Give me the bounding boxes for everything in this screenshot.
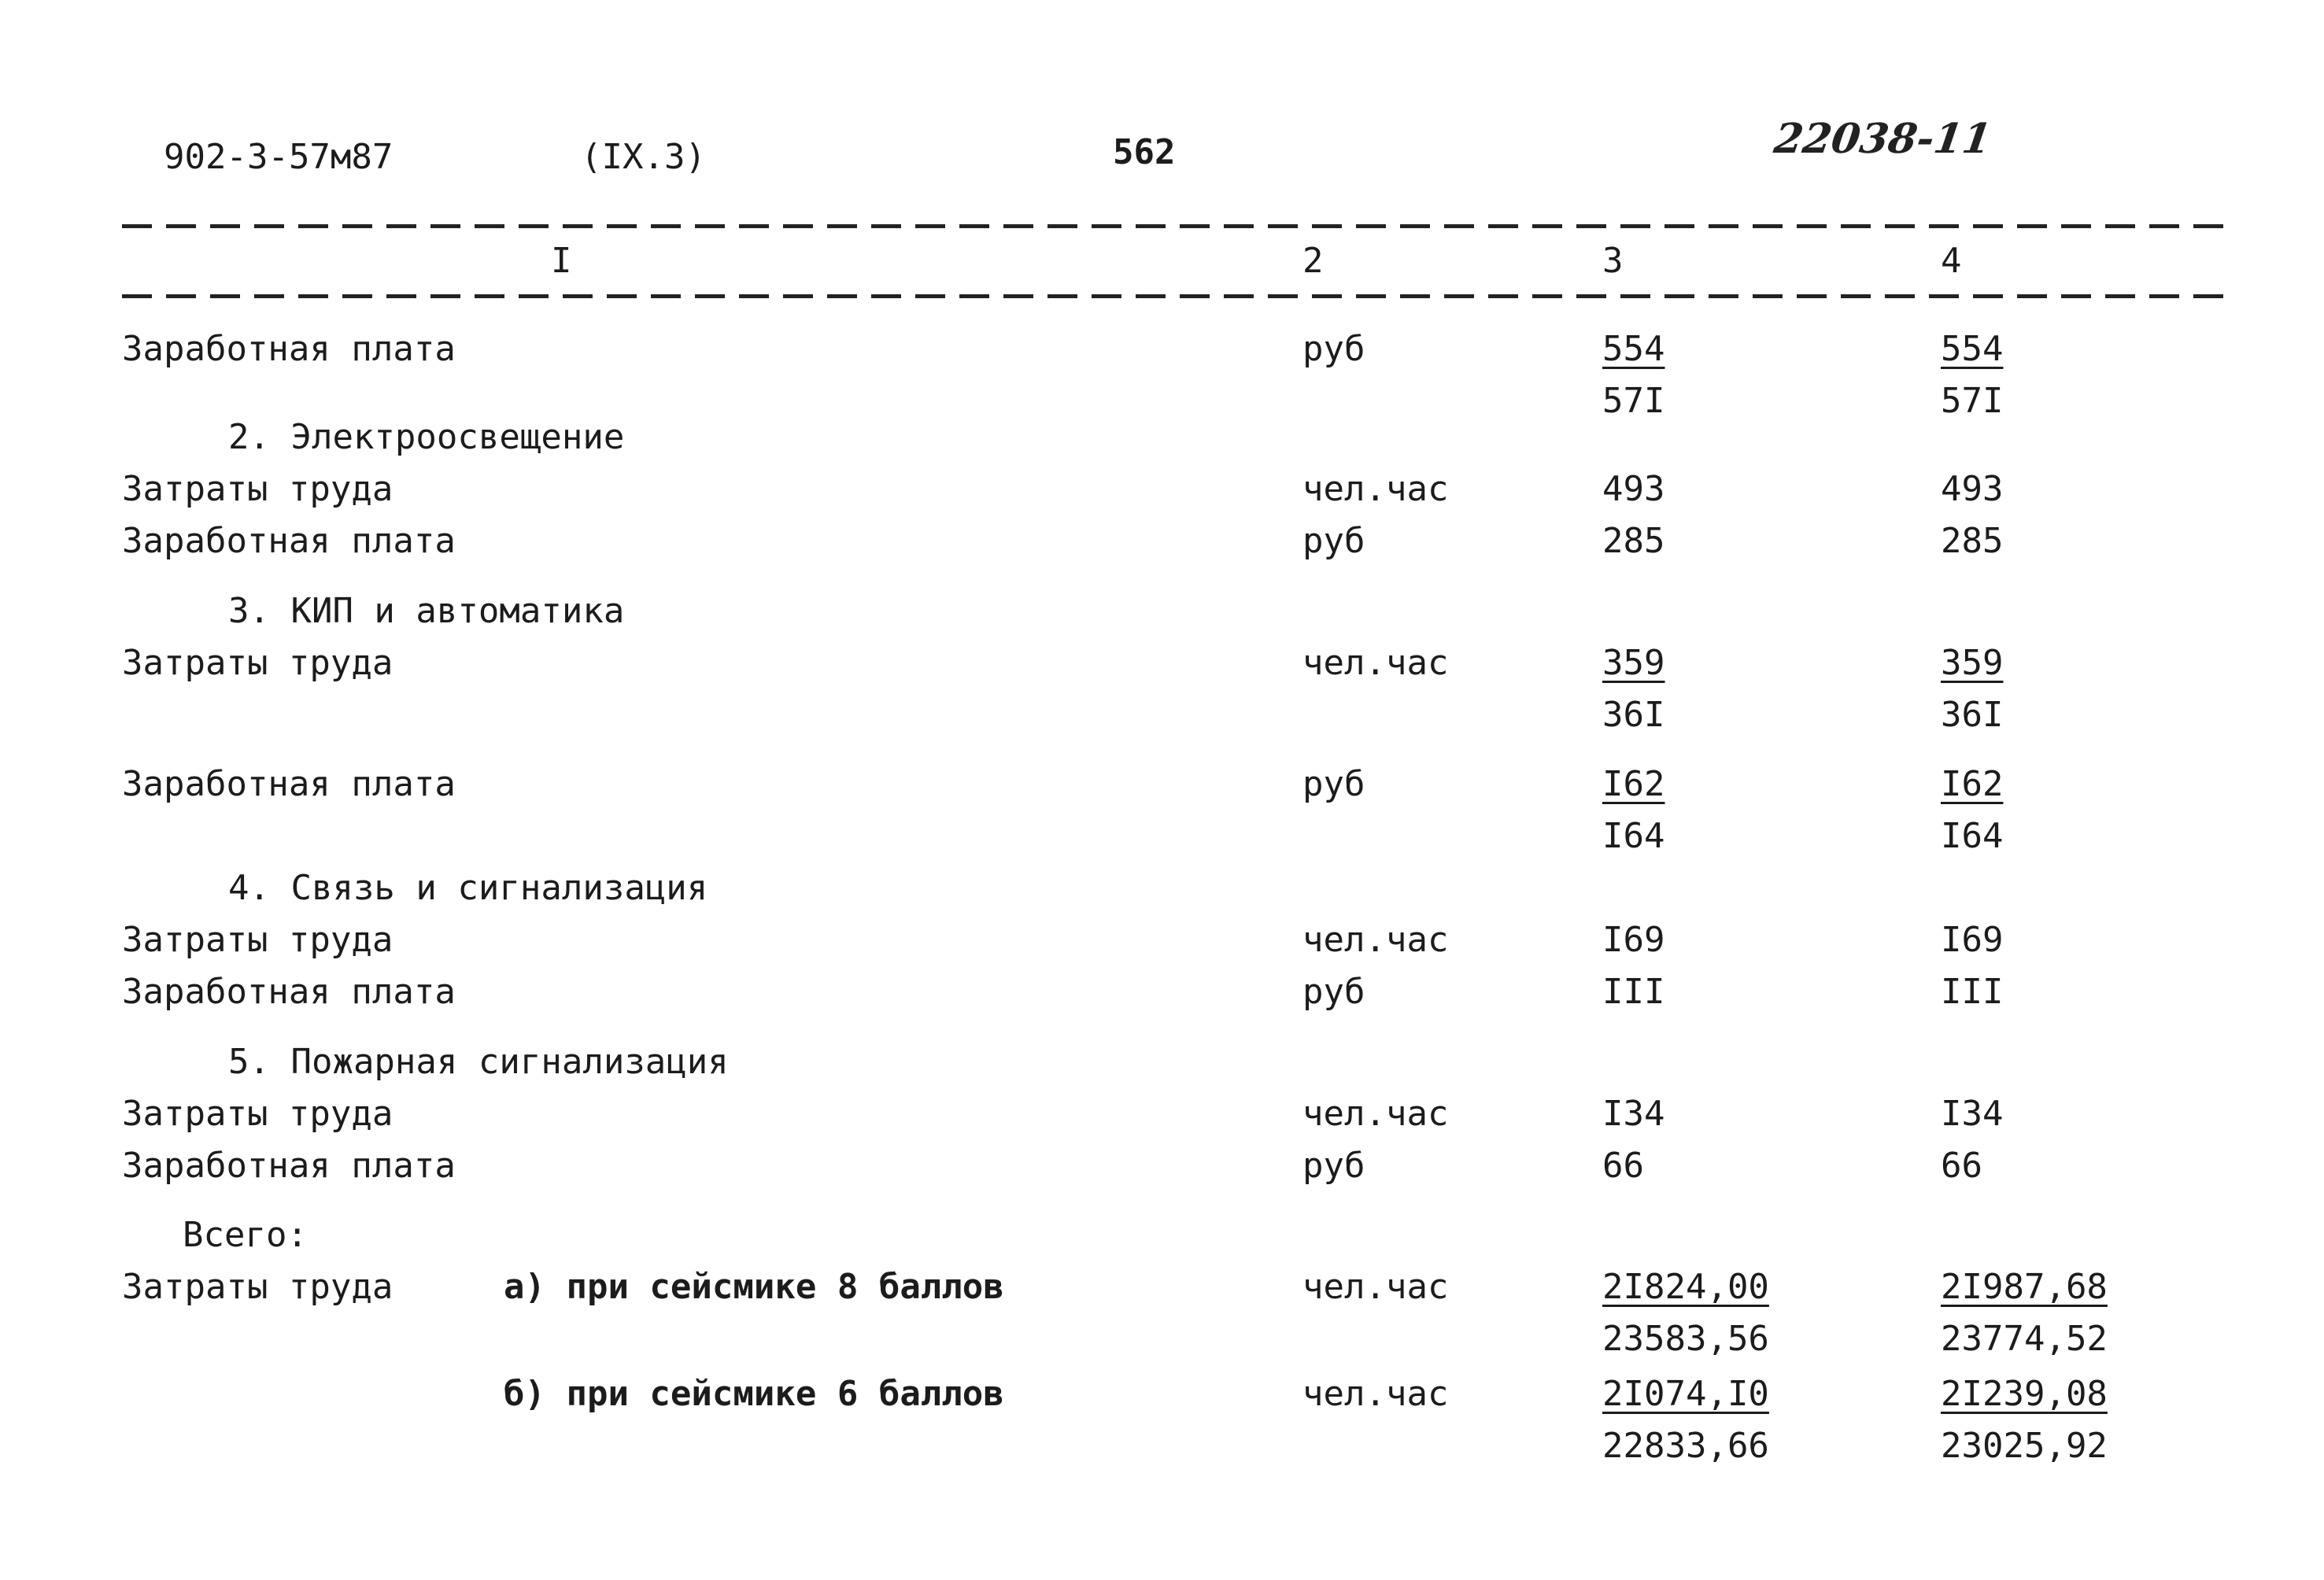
row-unit: чел.час [1302,1267,1449,1307]
col3-numerator: 2I824,00 [1602,1267,1769,1307]
row-label: Затраты труда [122,920,393,960]
col4-value: 285 [1941,521,2004,561]
row-unit: руб [1302,972,1365,1012]
col4-value: I34 [1941,1094,2004,1134]
col4-denominator: 57I [1941,381,2004,421]
total-label: Затраты труда [122,1267,393,1307]
col4-denominator: 36I [1941,695,2004,735]
col3-numerator: 2I074,I0 [1602,1374,1769,1414]
row-unit: руб [1302,521,1365,561]
col3-value: I34 [1602,1094,1665,1134]
col3-denominator: 22833,66 [1602,1426,1769,1466]
row-label: Заработная плата [122,329,456,369]
col4-value: 66 [1941,1146,1982,1186]
row-label: Заработная плата [122,521,456,561]
col3-denominator: 57I [1602,381,1665,421]
header-bottom-rule [122,294,2231,298]
section-heading: 5. Пожарная сигнализация [228,1042,729,1082]
row-label: Заработная плата [122,764,456,804]
archive-number: 22038-11 [1771,115,1995,163]
row-unit: чел.час [1302,1094,1449,1134]
row-unit: чел.час [1302,1374,1449,1414]
document-code: 902-3-57м87 [164,137,393,177]
col4-denominator: 23774,52 [1941,1319,2108,1359]
column-header-2: 2 [1302,241,1324,281]
row-unit: руб [1302,1146,1365,1186]
col3-value: 493 [1602,469,1665,509]
row-label: Заработная плата [122,1146,456,1186]
row-unit: чел.час [1302,469,1449,509]
col3-numerator: I62 [1602,764,1665,804]
col3-value: I69 [1602,920,1665,960]
col4-numerator: 2I987,68 [1941,1267,2108,1307]
row-label: Затраты труда [122,469,393,509]
page-number: 562 [1113,132,1176,172]
col4-value: 493 [1941,469,2004,509]
col3-denominator: 23583,56 [1602,1319,1769,1359]
section-heading: 2. Электроосвещение [228,417,625,457]
col4-numerator: I62 [1941,764,2004,804]
column-header-4: 4 [1941,241,1962,281]
col3-value: III [1602,972,1665,1012]
total-heading: Всего: [183,1215,308,1255]
seismic-8-label: а) при сейсмике 8 баллов [504,1267,1004,1307]
col3-numerator: 359 [1602,643,1665,683]
column-header-3: 3 [1602,241,1624,281]
seismic-6-label: б) при сейсмике 6 баллов [504,1374,1004,1414]
col3-denominator: I64 [1602,816,1665,856]
section-code: (IX.3) [581,137,706,177]
col4-value: III [1941,972,2004,1012]
col3-value: 66 [1602,1146,1644,1186]
col4-denominator: I64 [1941,816,2004,856]
col4-value: I69 [1941,920,2004,960]
row-unit: чел.час [1302,920,1449,960]
header-top-rule [122,224,2231,228]
row-unit: руб [1302,764,1365,804]
section-heading: 4. Связь и сигнализация [228,868,708,908]
row-label: Затраты труда [122,643,393,683]
col4-denominator: 23025,92 [1941,1426,2108,1466]
row-label: Заработная плата [122,972,456,1012]
section-heading: 3. КИП и автоматика [228,591,625,631]
col4-numerator: 554 [1941,329,2004,369]
col4-numerator: 2I239,08 [1941,1374,2108,1414]
col4-numerator: 359 [1941,643,2004,683]
col3-numerator: 554 [1602,329,1665,369]
column-header-1: I [551,241,572,281]
row-label: Затраты труда [122,1094,393,1134]
col3-value: 285 [1602,521,1665,561]
col3-denominator: 36I [1602,695,1665,735]
row-unit: чел.час [1302,643,1449,683]
row-unit: руб [1302,329,1365,369]
